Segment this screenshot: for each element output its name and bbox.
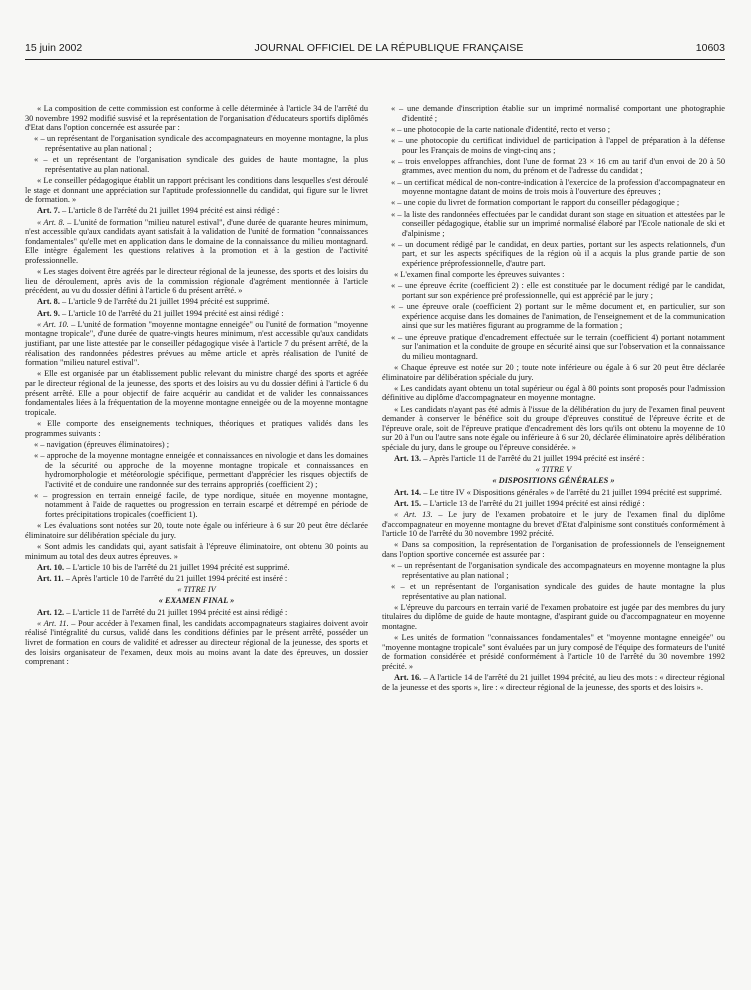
quoted-article-number: « Art. 11. bbox=[37, 618, 69, 628]
list-item: « – une épreuve pratique d'encadrement effectuée sur le terrain (coefficient 4) portant notamment sur l'animation et la conduite de groupe en sécurité ainsi que sur l'observation et la connaissance du milieu montagnard. bbox=[391, 332, 725, 361]
list-item: « – un représentant de l'organisation syndicale des accompagnateurs en moyenne montagne, la plus représentative au plan national ; bbox=[34, 134, 368, 153]
right-column bbox=[382, 104, 725, 694]
list-item: « – un certificat médical de non-contre-indication à l'exercice de la profession d'accompagnateur en moyenne montagne datant de moins de trois mois à l'ouverture des épreuves ; bbox=[391, 177, 725, 197]
quoted-article-number: « Art. 8. bbox=[37, 217, 65, 227]
list-item: « – navigation (épreuves éliminatoires) ; bbox=[34, 439, 170, 449]
article-number: Art. 12. bbox=[37, 607, 65, 617]
heading-text: « EXAMEN FINAL » bbox=[158, 596, 235, 606]
paragraph: « Sont admis les candidats qui, ayant satisfait à l'épreuve éliminatoire, ont obtenu 30 points au minimum au total des deux autres épreuves. » bbox=[25, 542, 368, 561]
quoted-article-text: – L'unité de formation "moyenne montagne enneigée" ou l'unité de formation "moyenne montagne tropicale", d'une durée de quatre-vingts heures minimum, n'est accessible qu'aux candidats justifiant, par une liste attestée par le conseiller pédagogique visée à l'article 7 du présent arrêté, de la réalisation des randonnées pédestres prévues au même article et après réalisation de l'unité de formation "milieu naturel estival". bbox=[25, 319, 369, 368]
quoted-article-text: – L'unité de formation "milieu naturel estival", d'une durée de quarante heures minimum, n'est accessible qu'aux candidats ayant satisfait à la validation de l'unité de formation "connaissances fondamentales" qu'elle met en application dans le domaine de la connaissance du milieu montagnard. Elle intègre également les questions relatives à la promotion et à la gestion de l'activité professionnelle. bbox=[25, 217, 368, 265]
list-item: « – la liste des randonnées effectuées par le candidat durant son stage en situation et attestées par le conseiller pédagogique, établie sur un imprimé normalisé élaboré par l'Ecole nationale de ski et d'alpinisme ; bbox=[391, 209, 725, 238]
paragraph: « Les unités de formation "connaissances fondamentales" et "moyenne montagne enneigée" ou "moyenne montagne tropicale" sont évaluées par un jury composé de l'équipe des formateurs de l'unité de formation considérée et présidé conformément à l'article 10 de l'arrêté du 30 novembre 1992 précité. » bbox=[382, 633, 725, 671]
list-item: « – une épreuve orale (coefficient 2) portant sur le même document et, en particulier, sur son expérience acquise dans les domaines de l'animation, de l'enseignement et de la communication ainsi que sur les matières figurant au programme de la formation ; bbox=[391, 302, 725, 331]
list-item: « – un représentant de l'organisation syndicale des accompagnateurs en moyenne montagne la plus représentative au plan national ; bbox=[391, 561, 725, 580]
header-rule bbox=[25, 59, 725, 60]
heading-text: « TITRE IV bbox=[177, 585, 216, 595]
article-text: – Après l'article 10 de l'arrêté du 21 juillet 1994 précité est inséré : bbox=[63, 574, 288, 583]
paragraph: « Les candidats n'ayant pas été admis à l'issue de la délibération du jury de l'examen final peuvent demander à conserver le bénéfice soit du groupe d'épreuves constitué de l'épreuve écrite et de l'épreuve orale, soit de l'épreuve pratique d'encadrement dès lors qu'ils ont obtenu la moyenne de 10 sur 20 à l'un ou l'autre sans note égale ou inférieure à 6 sur 20, déclarée éliminatoire après délibération spéciale du jury, dans le groupe ou l'épreuve considérée. » bbox=[382, 404, 725, 452]
section-heading bbox=[25, 596, 368, 606]
article-paragraph bbox=[25, 574, 368, 584]
article-number: Art. 11. bbox=[37, 574, 64, 583]
left-column bbox=[25, 104, 368, 694]
article-paragraph bbox=[25, 608, 368, 618]
section-heading bbox=[382, 465, 725, 475]
header-page-number: 10603 bbox=[695, 42, 725, 54]
paragraph: « Les candidats ayant obtenu un total supérieur ou égal à 80 points sont proposés pour l'admission définitive au diplôme d'accompagnateur en moyenne montagne. bbox=[382, 383, 725, 403]
list-item: « – une photocopie du certificat individuel de participation à l'appel de préparation à la défense pour les Français de moins de vingt-cinq ans ; bbox=[391, 135, 725, 155]
quoted-article-paragraph bbox=[382, 510, 725, 539]
quoted-article-paragraph bbox=[25, 218, 368, 266]
article-text: – Le titre IV « Dispositions générales » de l'arrêté du 21 juillet 1994 précité est supprimé. bbox=[421, 487, 722, 497]
article-paragraph bbox=[25, 309, 368, 319]
article-text: – L'article 10 de l'arrêté du 21 juillet 1994 précité est ainsi rédigé : bbox=[59, 308, 284, 318]
article-paragraph bbox=[25, 206, 368, 216]
section-heading bbox=[25, 585, 368, 595]
article-text: – A l'article 14 de l'arrêté du 21 juillet 1994 précité, au lieu des mots : « directeur régional de la jeunesse et des sports », lire : « directeur régional de la jeunesse, des sports et des loisirs ». bbox=[382, 673, 725, 692]
list-item: « – une épreuve écrite (coefficient 2) : elle est constituée par le document rédigé par le candidat, portant sur son expérience pré professionnelle, qui est apprécié par le jury ; bbox=[391, 281, 725, 301]
article-text: – L'article 9 de l'arrêté du 21 juillet 1994 précité est supprimé. bbox=[59, 297, 270, 307]
paragraph: « Elle comporte des enseignements techniques, théoriques et pratiques validés dans les programmes suivants : bbox=[25, 418, 368, 438]
heading-text: « TITRE V bbox=[535, 465, 572, 475]
paragraph: « Dans sa composition, la représentation de l'organisation de professionnels de l'enseignement dans l'option sportive concernée est assurée par : bbox=[382, 540, 725, 559]
article-number: Art. 13. bbox=[394, 454, 422, 464]
quoted-article-paragraph bbox=[25, 619, 368, 667]
article-number: Art. 16. bbox=[394, 673, 422, 683]
paragraph: « Elle est organisée par un établissement public relevant du ministre chargé des sports et agréée par le directeur régional de la jeunesse, des sports et des loisirs au vu du dossier défini à l'article 6 du présent arrêté. Elle a pour objectif de faire acquérir au candidat et de valider les connaissances fondamentales liées à la fréquentation de la moyenne montagne enneigée ou de la moyenne montagne tropicale. bbox=[25, 369, 368, 417]
article-number: Art. 10. bbox=[37, 562, 65, 572]
article-text: – L'article 10 bis de l'arrêté du 21 juillet 1994 précité est supprimé. bbox=[64, 562, 290, 572]
heading-text: « DISPOSITIONS GÉNÉRALES » bbox=[492, 476, 615, 486]
list-item: « – une photocopie de la carte nationale d'identité, recto et verso ; bbox=[391, 124, 611, 134]
list-item: « – une copie du livret de formation comportant le rapport du conseiller pédagogique ; bbox=[391, 198, 680, 208]
article-paragraph bbox=[382, 454, 725, 464]
paragraph: « Le conseiller pédagogique établit un rapport précisant les conditions dans lesquelles s'est déroulé le stage et donnant une appréciation sur l'aptitude professionnelle du candidat, qui figure sur le livret de formation. » bbox=[25, 175, 368, 205]
paragraph: « L'épreuve du parcours en terrain varié de l'examen probatoire est jugée par des membres du jury titulaires du diplôme de guide de haute montagne, d'aspirant guide ou d'accompagnateur en moyenne montagne. bbox=[382, 602, 725, 631]
header-title: JOURNAL OFFICIEL DE LA RÉPUBLIQUE FRANÇAISE bbox=[254, 42, 524, 54]
article-paragraph bbox=[25, 563, 368, 573]
header-date: 15 juin 2002 bbox=[25, 42, 83, 54]
quoted-article-text: – Pour accéder à l'examen final, les candidats accompagnateurs stagiaires doivent avoir réalisé l'intégralité du cursus, validé dans les conditions définies par le présent arrêté, posséder un livret de formation en cours de validité et adresser au directeur régional de la jeunesse, des sports et des loisirs organisateur de l'examen, deux mois au moins avant la date des épreuves, un dossier comprenant : bbox=[25, 618, 368, 667]
article-number: Art. 9. bbox=[37, 308, 60, 318]
list-item: « – et un représentant de l'organisation syndicale des guides de haute montagne la plus représentative au plan national. bbox=[391, 581, 725, 601]
paragraph: « Chaque épreuve est notée sur 20 ; toute note inférieure ou égale à 6 sur 20 peut être déclarée éliminatoire par délibération spéciale du jury. bbox=[382, 362, 725, 382]
paragraph: « L'examen final comporte les épreuves suivantes : bbox=[394, 270, 565, 280]
list-item: « – une demande d'inscription établie sur un imprimé normalisé comportant une photographie d'identité ; bbox=[391, 104, 725, 123]
list-item: « – trois enveloppes affranchies, dont l'une de format 23 × 16 cm au tarif d'un envoi de 20 à 50 grammes, avec mention du nom, du prénom et de l'adresse du candidat ; bbox=[391, 156, 725, 176]
article-text: – L'article 11 de l'arrêté du 21 juillet 1994 précité est ainsi rédigé : bbox=[64, 607, 288, 617]
article-text: – Après l'article 11 de l'arrêté du 21 juillet 1994 précité est inséré : bbox=[421, 454, 645, 464]
list-item: « – approche de la moyenne montagne enneigée et connaissances en nivologie et dans les domaines de la sécurité ou approche de la moyenne montagne tropicale et connaissances en hydromorphologie et météorologie spécifique, permettant d'apprécier les risques objectifs de l'activité et de conduire une randonnée sur des terrains appropriés (coefficient 2) ; bbox=[34, 450, 368, 489]
page-header bbox=[25, 40, 725, 54]
section-heading bbox=[382, 476, 725, 486]
list-item: « – et un représentant de l'organisation syndicale des guides de haute montagne, la plus représentative au plan national. bbox=[34, 155, 368, 174]
quoted-article-text: – Le jury de l'examen probatoire et le jury de l'examen final du diplôme d'accompagnateur en moyenne montagne du brevet d'Etat d'alpinisme sont constitués conformément à l'article 10 de l'arrêté du 30 novembre 1992 précité. bbox=[382, 510, 725, 539]
article-paragraph bbox=[382, 488, 725, 498]
list-item: « – progression en terrain enneigé facile, de type nordique, située en moyenne montagne, notamment à l'aide de raquettes ou progression en terrain escarpé et détrempé en période de fortes précipitations tropicales (coefficient 1). bbox=[34, 490, 368, 520]
quoted-article-number: « Art. 13. bbox=[394, 510, 433, 520]
quoted-article-paragraph bbox=[25, 320, 368, 368]
article-text: – L'article 13 de l'arrêté du 21 juillet 1994 précité est ainsi rédigé : bbox=[421, 498, 645, 508]
paragraph: « La composition de cette commission est conforme à celle déterminée à l'article 34 de l'arrêté du 30 novembre 1992 modifié susvisé et la représentation de l'organisation d'éducateurs sportifs diplômés d'Etat dans l'option concernée est assurée par : bbox=[25, 104, 368, 133]
article-paragraph bbox=[25, 297, 368, 307]
article-number: Art. 7. bbox=[37, 206, 60, 216]
article-number: Art. 14. bbox=[394, 487, 422, 497]
article-text: – L'article 8 de l'arrêté du 21 juillet 1994 précité est ainsi rédigé : bbox=[59, 206, 280, 216]
article-paragraph bbox=[382, 673, 725, 692]
text-columns bbox=[25, 104, 725, 694]
article-number: Art. 15. bbox=[394, 498, 422, 508]
paragraph: « Les stages doivent être agréés par le directeur régional de la jeunesse, des sports et des loisirs du lieu de déroulement, après avis de la commission régionale d'agrément mentionnée à l'article précédent, au vu du dossier défini à l'article 6 du présent arrêté. » bbox=[25, 267, 368, 296]
quoted-article-number: « Art. 10. bbox=[37, 319, 69, 329]
list-item: « – un document rédigé par le candidat, en deux parties, portant sur les aspects relationnels, d'un part, et sur les aspects spécifiques de la région où il a acquis la plus grande partie de son expérience préprofessionnelle, d'autre part. bbox=[391, 239, 725, 269]
article-paragraph bbox=[382, 499, 725, 509]
paragraph: « Les évaluations sont notées sur 20, toute note égale ou inférieure à 6 sur 20 peut être déclarée éliminatoire sur délibération spéciale du jury. bbox=[25, 521, 368, 540]
article-number: Art. 8. bbox=[37, 297, 60, 307]
